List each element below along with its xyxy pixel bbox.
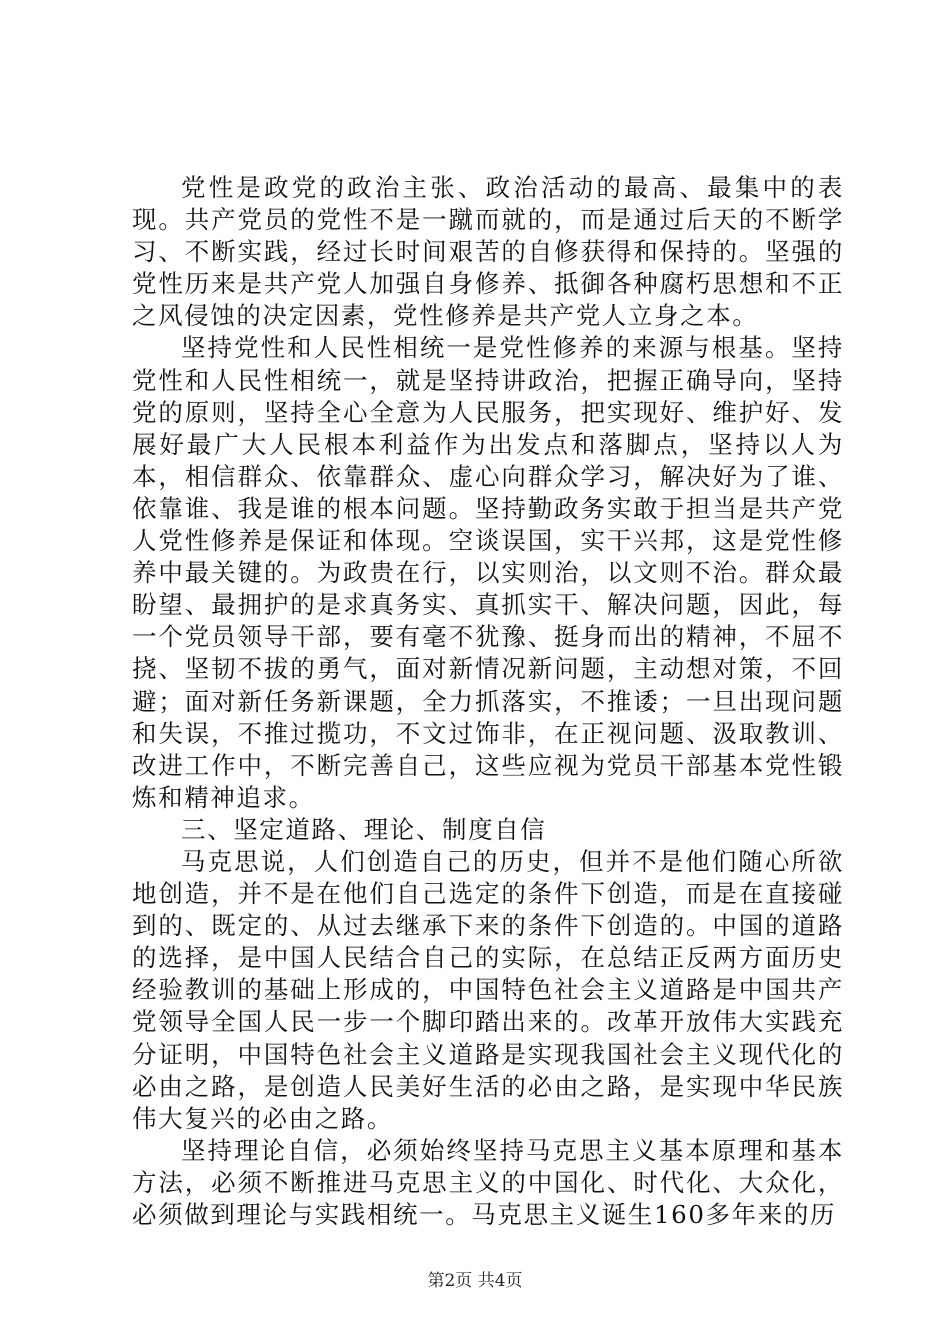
document-body [132,172,844,1231]
section-heading: 三、坚定道路、理论、制度自信 [181,814,547,844]
paragraph-path-confidence: 马克思说，人们创造自己的历史，但并不是他们随心所欲地创造，并不是在他们自己选定的条件下创造，而是在直接碰到的、既定的、从过去继承下来的条件下创造的。中国的道路的选择，是中国人民结合自己的实际，在总结正反两方面历史经验教训的基础上形成的，中国特色社会主义道路是中国共产党领导全国人民一步一个脚印踏出来的。改革开放伟大实践充分证明，中国特色社会主义道路是实现我国社会主义现代化的必由之路，是创造人民美好生活的必由之路，是实现中华民族伟大复兴的必由之路。 [132,846,844,1133]
page-number-footer: 第2页 共4页 [427,1271,523,1291]
paragraph-theory-confidence: 坚持理论自信，必须始终坚持马克思主义基本原理和基本方法，必须不断推进马克思主义的中国化、时代化、大众化，必须做到理论与实践相统一。马克思主义诞生160多年来的历 [132,1135,844,1229]
paragraph-party-spirit: 党性是政党的政治主张、政治活动的最高、最集中的表现。共产党员的党性不是一蹴而就的，而是通过后天的不断学习、不断实践，经过长时间艰苦的自修获得和保持的。坚强的党性历来是共产党人加强自身修养、抵御各种腐朽思想和不正之风侵蚀的决定因素，党性修养是共产党人立身之本。 [132,173,844,331]
paragraph-party-and-people: 坚持党性和人民性相统一是党性修养的来源与根基。坚持党性和人民性相统一，就是坚持讲政治，把握正确导向，坚持党的原则，坚持全心全意为人民服务，把实现好、维护好、发展好最广大人民根本利益作为出发点和落脚点，坚持以人为本，相信群众、依靠群众、虚心向群众学习，解决好为了谁、依靠谁、我是谁的根本问题。坚持勤政务实敢于担当是共产党人党性修养是保证和体现。空谈误国，实干兴邦，这是党性修养中最关键的。为政贵在行，以实则治，以文则不治。群众最盼望、最拥护的是求真务实、真抓实干、解决问题，因此，每一个党员领导干部，要有毫不犹豫、挺身而出的精神，不屈不挠、坚韧不拔的勇气，面对新情况新问题，主动想对策，不回避；面对新任务新课题，全力抓落实，不推诿；一旦出现问题和失误，不推过揽功，不文过饰非，在正视问题、汲取教训、改进工作中，不断完善自己，这些应视为党员干部基本党性锻炼和精神追求。 [132,333,844,812]
